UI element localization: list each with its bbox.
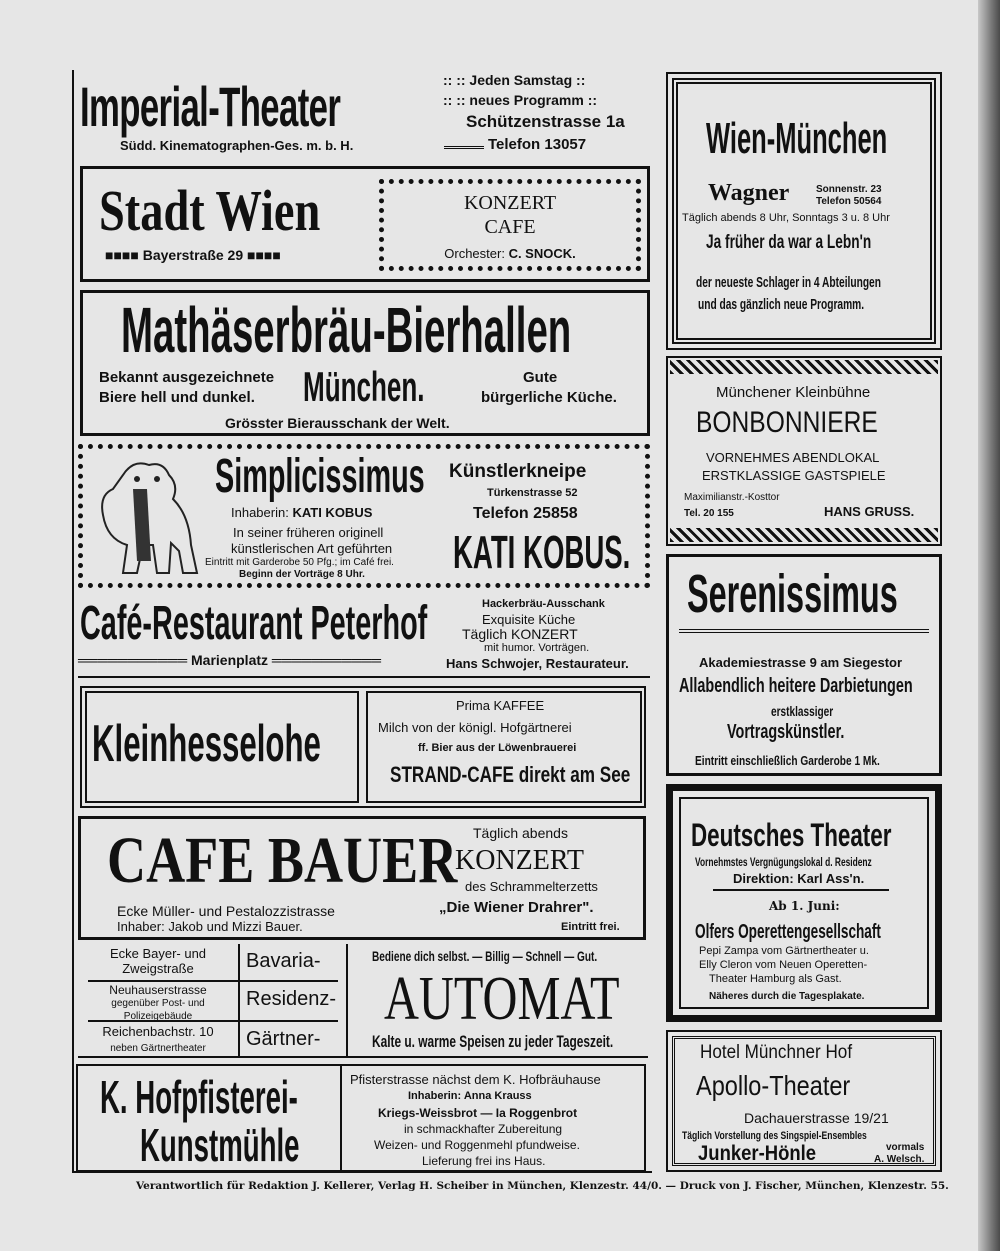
simplicissimus-kneipe: Künstlerkneipe	[449, 461, 587, 482]
ad-deutsches-theater	[666, 784, 942, 1022]
wien-muenchen-times: Täglich abends 8 Uhr, Sonntags 3 u. 8 Uhr	[682, 212, 890, 224]
ad-mathaeserbraeu	[80, 290, 650, 436]
imprint-footer: Verantwortlich für Redaktion J. Kellerer, Verlag H. Scheiber in München, Klenzestr. 44/0. — Druck von J. Fischer, München, Klenzestr. 55.	[136, 1180, 949, 1192]
peterhof-title: Café-Restaurant Peterhof	[80, 597, 428, 650]
cafe-bauer-group: „Die Wiener Drahrer".	[439, 899, 594, 916]
kleinhesselohe-r4: STRAND-CAFE direkt am See	[390, 762, 631, 787]
ad-bonbonniere	[666, 356, 942, 546]
ad-kleinhesselohe	[80, 686, 646, 808]
ad-cafe-bauer	[78, 816, 646, 940]
cafe-bauer-title: CAFE BAUER	[107, 824, 458, 897]
deutsches-date: Ab 1. Juni:	[769, 899, 840, 913]
apollo-formerly2: A. Welsch.	[874, 1154, 925, 1165]
ad-stadt-wien	[80, 166, 650, 282]
imperial-line2: :: :: neues Programm ::	[443, 92, 598, 108]
mathaeser-right1: Gute	[523, 369, 558, 386]
peterhof-r1: Hackerbräu-Ausschank	[482, 598, 605, 610]
peterhof-r4: mit humor. Vorträgen.	[484, 642, 590, 654]
bulldog-illustration	[93, 455, 205, 583]
automat-row1-addr: Ecke Bayer- und Zweigstraße	[109, 946, 207, 976]
imperial-line1: :: :: Jeden Samstag ::	[443, 72, 586, 88]
deutsches-t3: Theater Hamburg als Gast.	[709, 973, 842, 985]
deutsches-title: Deutsches Theater	[691, 817, 892, 853]
simplicissimus-street: Türkenstrasse 52	[487, 487, 578, 499]
simplicissimus-owner: Inhaberin: KATI KOBUS	[231, 505, 373, 520]
automat-row2-name: Residenz-	[246, 988, 337, 1010]
konzert-label: KONZERT	[463, 192, 557, 214]
hofpfisterei-l5: Weizen- und Roggenmehl pfundweise.	[374, 1138, 580, 1152]
stadt-wien-inner-box	[379, 179, 641, 271]
apollo-formerly1: vormals	[886, 1142, 925, 1153]
bonbonniere-line3: ERSTKLASSIGE GASTSPIELE	[702, 468, 886, 483]
automat-row3-name: Gärtner-	[246, 1028, 321, 1050]
hofpfisterei-l2: Inhaberin: Anna Krauss	[408, 1090, 532, 1102]
simplicissimus-name: KATI KOBUS.	[453, 526, 631, 578]
deutsches-company: Olfers Operettengesellschaft	[695, 921, 881, 943]
apollo-line1: Hotel Münchner Hof	[700, 1042, 853, 1063]
imperial-title: Imperial-Theater	[80, 75, 341, 138]
peterhof-r2: Exquisite Küche	[482, 612, 576, 627]
serenissimus-line4: Vortragskünstler.	[727, 721, 845, 743]
mathaeser-bottom: Grösster Bierausschank der Welt.	[225, 415, 450, 431]
stadt-wien-address: ■■■■ Bayerstraße 29 ■■■■	[105, 247, 281, 263]
stadt-wien-title: Stadt Wien	[99, 178, 321, 243]
ad-wien-muenchen	[666, 72, 942, 350]
mathaeser-city: München.	[303, 363, 425, 410]
automat-row3-addr: Reichenbachstr. 10 neben Gärtnertheater	[102, 1024, 214, 1054]
peterhof-r5: Hans Schwojer, Restaurateur.	[446, 656, 629, 671]
simplicissimus-text3: Eintritt mit Garderobe 50 Pfg.; im Café frei.	[205, 557, 394, 568]
hofpfisterei-title1: K. Hofpfisterei-	[100, 1071, 298, 1123]
kleinhesselohe-title: Kleinhesselohe	[92, 715, 321, 773]
cafe-bauer-owner: Inhaber: Jakob und Mizzi Bauer.	[117, 919, 303, 934]
apollo-addr: Dachauerstrasse 19/21	[744, 1110, 889, 1126]
serenissimus-title: Serenissimus	[687, 564, 898, 624]
hofpfisterei-l3: Kriegs-Weissbrot — Ia Roggenbrot	[378, 1106, 578, 1120]
ad-serenissimus	[666, 554, 942, 776]
peterhof-place: ═══════════ Marienplatz ═══════════	[78, 652, 382, 668]
wien-muenchen-name: Wagner	[708, 180, 790, 206]
mathaeser-left1: Bekannt ausgezeichnete	[99, 369, 275, 386]
simplicissimus-text2: künstlerischen Art geführten	[231, 541, 393, 556]
deutsches-t4: Näheres durch die Tagesplakate.	[709, 991, 865, 1002]
simplicissimus-title: Simplicissimus	[215, 450, 425, 503]
imperial-subtitle: Südd. Kinematographen-Ges. m. b. H.	[120, 138, 354, 153]
kleinhesselohe-r2: Milch von der königl. Hofgärtnerei	[378, 720, 572, 735]
bonbonniere-line2: VORNEHMES ABENDLOKAL	[706, 450, 880, 465]
wien-muenchen-addr2: Telefon 50564	[816, 196, 882, 207]
apollo-name: Junker-Hönle	[698, 1142, 817, 1165]
hofpfisterei-l6: Lieferung frei ins Haus.	[422, 1154, 546, 1168]
imperial-address: Schützenstrasse 1a	[466, 112, 625, 131]
wien-muenchen-show: Ja früher da war a Lebn'n	[706, 232, 872, 253]
cafe-bauer-konzert: KONZERT	[455, 845, 584, 876]
imperial-phone: Telefon 13057	[488, 136, 587, 153]
automat-row1-name: Bavaria-	[246, 950, 321, 972]
automat-top: Bediene dich selbst. — Billig — Schnell — Gut.	[372, 948, 598, 964]
serenissimus-line3: erstklassiger	[771, 703, 834, 719]
deutsches-t2: Elly Cleron vom Neuen Operetten-	[699, 959, 868, 971]
cafe-bauer-addr: Ecke Müller- und Pestalozzistrasse	[117, 903, 335, 919]
bonbonniere-line1: Münchener Kleinbühne	[716, 384, 871, 401]
kleinhesselohe-r3: ff. Bier aus der Löwenbrauerei	[418, 742, 577, 754]
simplicissimus-phone: Telefon 25858	[473, 505, 578, 522]
ad-hofpfisterei	[76, 1064, 646, 1172]
automat-bottom: Kalte u. warme Speisen zu jeder Tageszeit.	[372, 1032, 614, 1051]
apollo-info: Täglich Vorstellung des Singspiel-Ensembles	[682, 1130, 867, 1142]
wien-muenchen-line2: und das gänzlich neue Programm.	[698, 296, 865, 313]
orchester-line: Orchester: C. SNOCK.	[444, 246, 576, 261]
apollo-title: Apollo-Theater	[696, 1070, 851, 1101]
wien-muenchen-title: Wien-München	[706, 114, 888, 163]
serenissimus-line1: Akademiestrasse 9 am Siegestor	[699, 655, 903, 670]
hofpfisterei-title2: Kunstmühle	[140, 1119, 300, 1171]
hofpfisterei-l4: in schmackhafter Zubereitung	[404, 1122, 563, 1136]
bonbonniere-tel: Tel. 20 155	[684, 508, 734, 519]
cafe-bauer-by: des Schrammelterzetts	[465, 879, 598, 894]
mathaeser-right2: bürgerliche Küche.	[481, 389, 617, 406]
mathaeser-title: Mathäserbräu-Bierhallen	[121, 294, 572, 366]
bonbonniere-title: BONBONNIERE	[696, 406, 878, 439]
serenissimus-line5: Eintritt einschließlich Garderobe 1 Mk.	[695, 753, 880, 768]
ad-automat	[78, 944, 648, 1058]
wien-muenchen-line1: der neueste Schlager in 4 Abteilungen	[696, 274, 881, 291]
automat-row2-addr: Neuhauserstrasse gegenüber Post- und Polizeigebäude	[109, 983, 207, 1022]
serenissimus-line2: Allabendlich heitere Darbietungen	[679, 675, 913, 697]
deutsches-line2: Direktion: Karl Ass'n.	[733, 871, 865, 886]
deutsches-t1: Pepi Zampa vom Gärtnertheater u.	[699, 945, 869, 957]
bonbonniere-addr: Maximilianstr.-Kosttor	[684, 492, 780, 503]
ad-peterhof	[78, 594, 650, 678]
peterhof-r3: Täglich KONZERT	[462, 626, 578, 642]
cafe-bauer-daily: Täglich abends	[473, 825, 568, 841]
ad-imperial-theater	[78, 70, 648, 162]
ad-apollo-theater	[666, 1030, 942, 1172]
bonbonniere-owner: HANS GRUSS.	[824, 504, 915, 519]
ad-simplicissimus	[78, 444, 650, 588]
cafe-bauer-entry: Eintritt frei.	[561, 921, 620, 933]
kleinhesselohe-r1: Prima KAFFEE	[456, 698, 545, 713]
wien-muenchen-addr1: Sonnenstr. 23	[816, 184, 882, 195]
deutsches-line1: Vornehmstes Vergnügungslokal d. Residenz	[695, 855, 872, 869]
simplicissimus-text1: In seiner früheren originell	[233, 525, 384, 540]
mathaeser-left2: Biere hell und dunkel.	[99, 389, 255, 406]
page-binding-shadow	[978, 0, 1000, 1251]
hofpfisterei-l1: Pfisterstrasse nächst dem K. Hofbräuhause	[350, 1072, 601, 1087]
simplicissimus-text4: Beginn der Vorträge 8 Uhr.	[239, 569, 365, 580]
cafe-label: CAFE	[484, 216, 536, 238]
automat-title: AUTOMAT	[384, 965, 620, 1033]
